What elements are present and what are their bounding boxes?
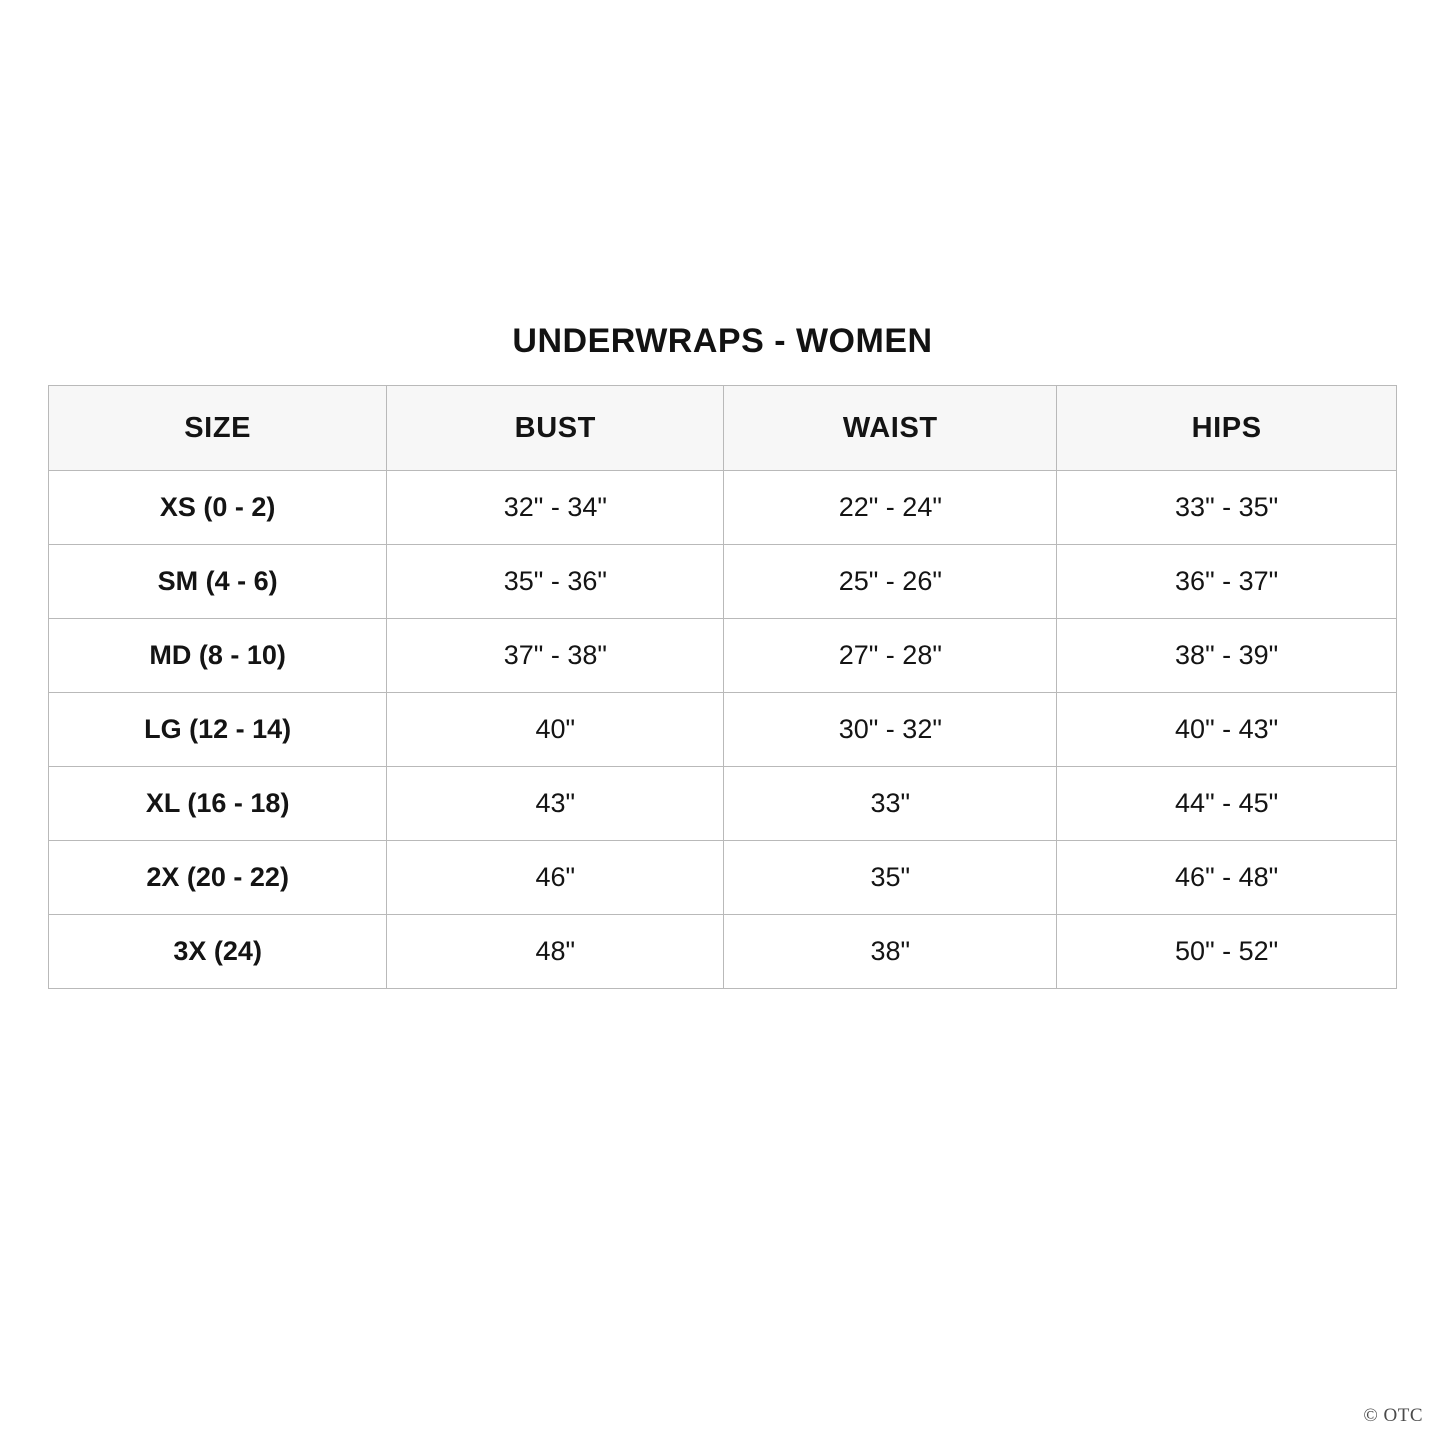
cell-waist: 22" - 24" bbox=[724, 471, 1057, 545]
cell-hips: 40" - 43" bbox=[1057, 693, 1397, 767]
cell-waist: 38" bbox=[724, 915, 1057, 989]
table-row bbox=[49, 471, 1397, 545]
cell-waist: 25" - 26" bbox=[724, 545, 1057, 619]
cell-bust: 46" bbox=[387, 841, 724, 915]
size-chart-table bbox=[48, 385, 1397, 989]
cell-size: MD (8 - 10) bbox=[49, 619, 387, 693]
cell-hips: 36" - 37" bbox=[1057, 545, 1397, 619]
cell-waist: 35" bbox=[724, 841, 1057, 915]
cell-bust: 32" - 34" bbox=[387, 471, 724, 545]
copyright-watermark: © OTC bbox=[1363, 1405, 1423, 1426]
page-title: UNDERWRAPS - WOMEN bbox=[512, 322, 933, 360]
table-row bbox=[49, 915, 1397, 989]
cell-waist: 30" - 32" bbox=[724, 693, 1057, 767]
cell-bust: 40" bbox=[387, 693, 724, 767]
cell-size: XL (16 - 18) bbox=[49, 767, 387, 841]
column-header-hips: HIPS bbox=[1057, 386, 1397, 471]
table-header bbox=[49, 386, 1397, 471]
cell-bust: 35" - 36" bbox=[387, 545, 724, 619]
cell-size: LG (12 - 14) bbox=[49, 693, 387, 767]
cell-waist: 27" - 28" bbox=[724, 619, 1057, 693]
cell-hips: 50" - 52" bbox=[1057, 915, 1397, 989]
table-row bbox=[49, 693, 1397, 767]
cell-size: 2X (20 - 22) bbox=[49, 841, 387, 915]
column-header-bust: BUST bbox=[387, 386, 724, 471]
cell-size: 3X (24) bbox=[49, 915, 387, 989]
cell-hips: 38" - 39" bbox=[1057, 619, 1397, 693]
column-header-waist: WAIST bbox=[724, 386, 1057, 471]
table-row bbox=[49, 767, 1397, 841]
table-row bbox=[49, 545, 1397, 619]
cell-bust: 37" - 38" bbox=[387, 619, 724, 693]
cell-bust: 43" bbox=[387, 767, 724, 841]
cell-waist: 33" bbox=[724, 767, 1057, 841]
column-header-size: SIZE bbox=[49, 386, 387, 471]
table-header-row bbox=[49, 386, 1397, 471]
cell-bust: 48" bbox=[387, 915, 724, 989]
table-row bbox=[49, 841, 1397, 915]
cell-hips: 33" - 35" bbox=[1057, 471, 1397, 545]
cell-hips: 44" - 45" bbox=[1057, 767, 1397, 841]
cell-hips: 46" - 48" bbox=[1057, 841, 1397, 915]
cell-size: XS (0 - 2) bbox=[49, 471, 387, 545]
table-body bbox=[49, 471, 1397, 989]
cell-size: SM (4 - 6) bbox=[49, 545, 387, 619]
table-row bbox=[49, 619, 1397, 693]
